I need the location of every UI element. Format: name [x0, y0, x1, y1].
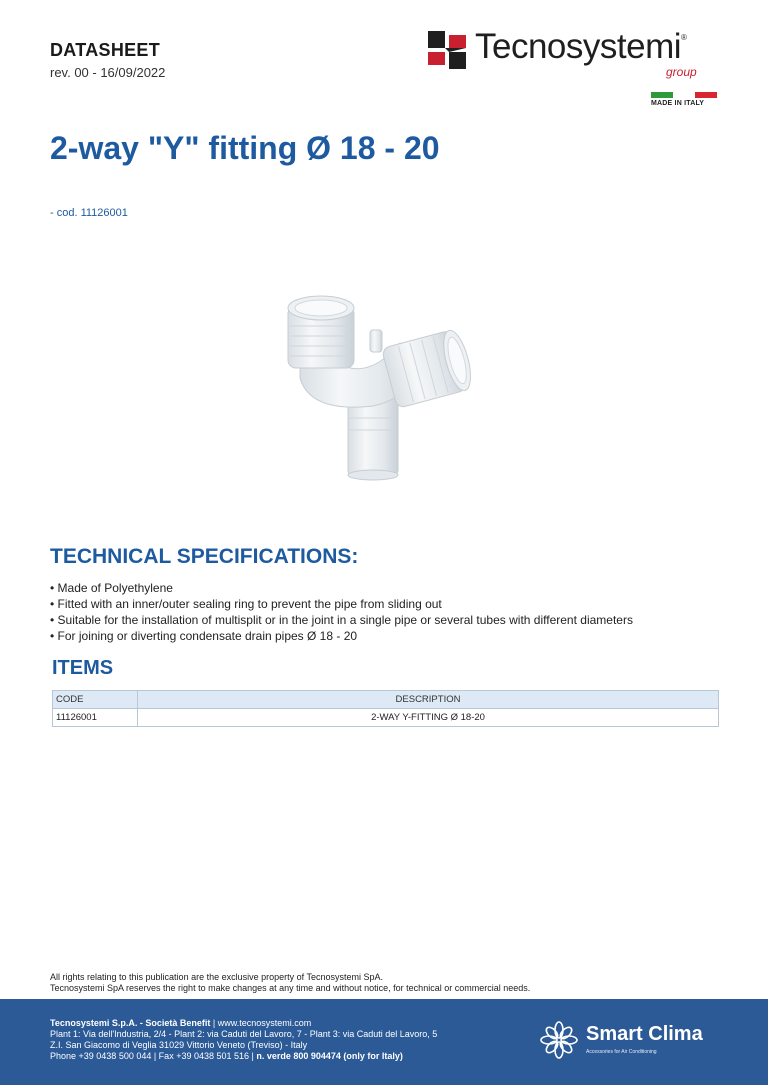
- zone-address: Z.I. San Giacomo di Veglia 31029 Vittorio Veneto (Treviso) - Italy: [50, 1040, 308, 1050]
- phone-fax: Phone +39 0438 500 044 | Fax +39 0438 501 516 |: [50, 1051, 257, 1061]
- product-title: 2-way "Y" fitting Ø 18 - 20: [50, 130, 440, 166]
- company-website[interactable]: | www.tecnosystemi.com: [210, 1018, 312, 1028]
- y-fitting-image: [270, 288, 480, 488]
- item-description-cell: 2-WAY Y-FITTING Ø 18-20: [138, 709, 719, 727]
- product-code: - cod. 11126001: [50, 207, 128, 219]
- list-item: • Fitted with an inner/outer sealing ring to prevent the pipe from sliding out: [50, 597, 442, 611]
- rights-notice: [50, 972, 530, 994]
- list-item: • Suitable for the installation of multisplit or in the joint in a single pipe or several tubes with different diameters: [50, 613, 633, 627]
- toll-free-number: n. verde 800 904474 (only for Italy): [256, 1051, 403, 1061]
- table-row: [53, 709, 719, 727]
- italian-flag-icon: [651, 92, 717, 98]
- rights-line-2: Tecnosystemi SpA reserves the right to make changes at any time and without notice, for technical or commercial needs.: [50, 983, 531, 993]
- items-heading: ITEMS: [52, 657, 114, 679]
- specifications-list: [50, 580, 633, 644]
- smart-clima-flower-icon: [540, 1021, 578, 1059]
- tecnosystemi-logo-icon: [428, 31, 466, 69]
- items-table: [52, 690, 719, 727]
- list-item: • For joining or diverting condensate drain pipes Ø 18 - 20: [50, 629, 358, 643]
- technical-specifications-heading: TECHNICAL SPECIFICATIONS:: [50, 545, 359, 568]
- brand-group: group: [666, 65, 697, 79]
- list-item: • Made of Polyethylene: [50, 581, 173, 595]
- company-name: Tecnosystemi S.p.A. - Società Benefit: [50, 1018, 211, 1028]
- column-header-code: CODE: [53, 691, 138, 709]
- brand-name: Tecnosystemi®: [475, 27, 687, 66]
- column-header-description: DESCRIPTION: [138, 691, 719, 709]
- company-info: [50, 1018, 437, 1062]
- smart-clima-tagline: Accessories for Air Conditioning: [586, 1049, 657, 1055]
- datasheet-label: DATASHEET: [50, 40, 161, 60]
- plants-address: Plant 1: Via dell'Industria, 2/4 - Plant 2: via Caduti del Lavoro, 7 - Plant 3: via Caduti del Lavoro, 5: [50, 1029, 438, 1039]
- tecnosystemi-logo: [428, 27, 720, 82]
- made-in-italy-label: MADE IN ITALY: [651, 100, 705, 107]
- item-code-cell: 11126001: [53, 709, 138, 727]
- table-header-row: [53, 691, 719, 709]
- smart-clima-name: Smart Clima: [586, 1023, 703, 1045]
- revision-date: rev. 00 - 16/09/2022: [50, 65, 166, 80]
- footer-bar: [0, 999, 768, 1085]
- rights-line-1: All rights relating to this publication are the exclusive property of Tecnosystemi SpA.: [50, 972, 383, 982]
